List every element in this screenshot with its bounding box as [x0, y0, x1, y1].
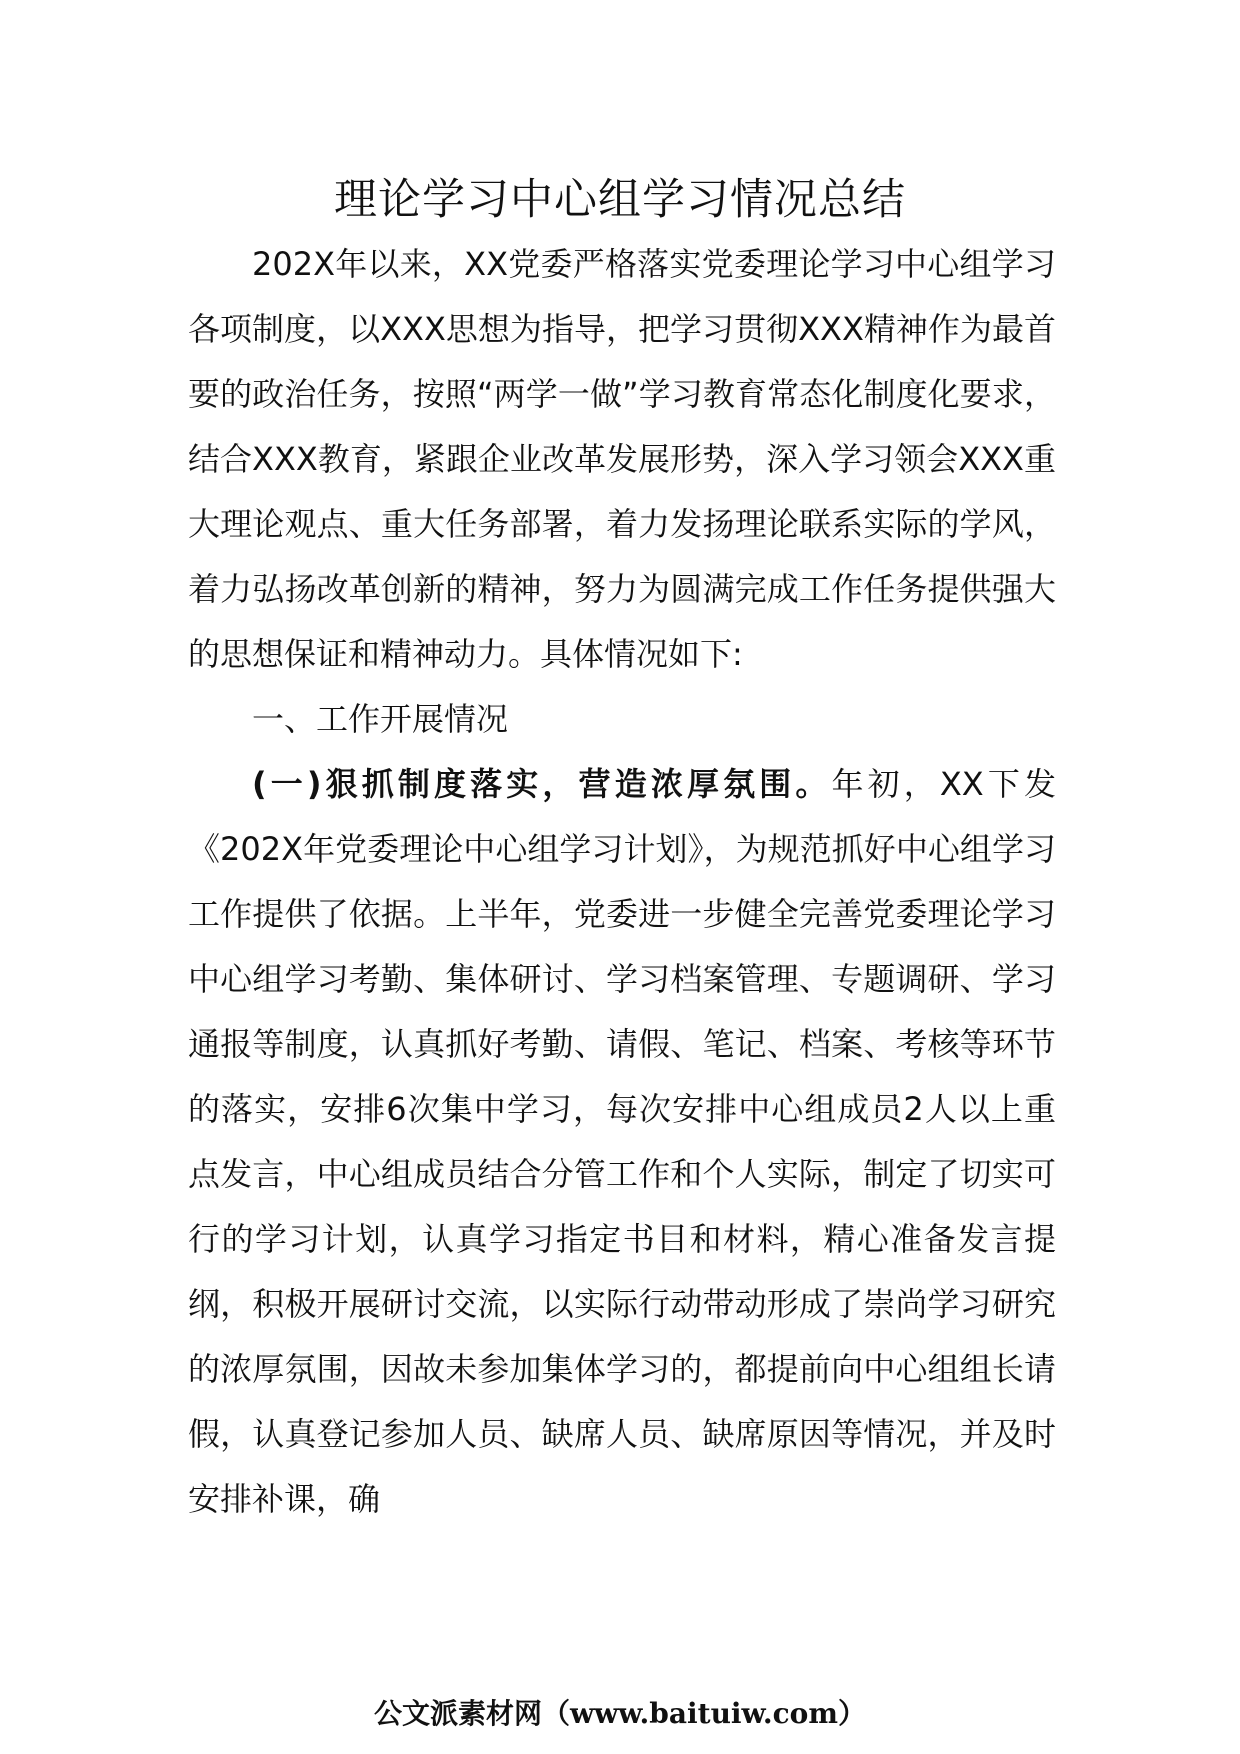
document-body — [188, 232, 1056, 1532]
intro-paragraph: 202X年以来，XX党委严格落实党委理论学习中心组学习各项制度，以XXX思想为指导，把学习贯彻XXX精神作为最首要的政治任务，按照“两学一做”学习教育常态化制度化要求，结合XXX教育，紧跟企业改革发展形势，深入学习领会XXX重大理论观点、重大任务部署，着力发扬理论联系实际的学风，着力弘扬改革创新的精神，努力为圆满完成工作任务提供强大的思想保证和精神动力。具体情况如下: — [188, 245, 1056, 673]
document-title: 理论学习中心组学习情况总结 — [334, 175, 906, 225]
item-paragraph — [188, 752, 1056, 1532]
section-heading: 一、工作开展情况 — [252, 700, 509, 738]
item-body: 年初，XX下发《202X年党委理论中心组学习计划》，为规范抓好中心组学习工作提供了依据。上半年，党委进一步健全完善党委理论学习中心组学习考勤、集体研讨、学习档案管理、专题调研、学习通报等制度，认真抓好考勤、请假、笔记、档案、考核等环节的落实，安排6次集中学习，每次安排中心组成员2人以上重点发言，中心组成员结合分管工作和个人实际，制定了切实可行的学习计划，认真学习指定书目和材料，精心准备发言提纲，积极开展研讨交流，以实际行动带动形成了崇尚学习研究的浓厚氛围，因故未参加集体学习的，都提前向中心组组长请假，认真登记参加人员、缺席人员、缺席原因等情况，并及时安排补课，确 — [188, 765, 1056, 1518]
footer-watermark: 公文派素材网（www.baituiw.com） — [374, 1697, 866, 1730]
item-lead: (一)狠抓制度落实，营造浓厚氛围。 — [252, 765, 832, 803]
